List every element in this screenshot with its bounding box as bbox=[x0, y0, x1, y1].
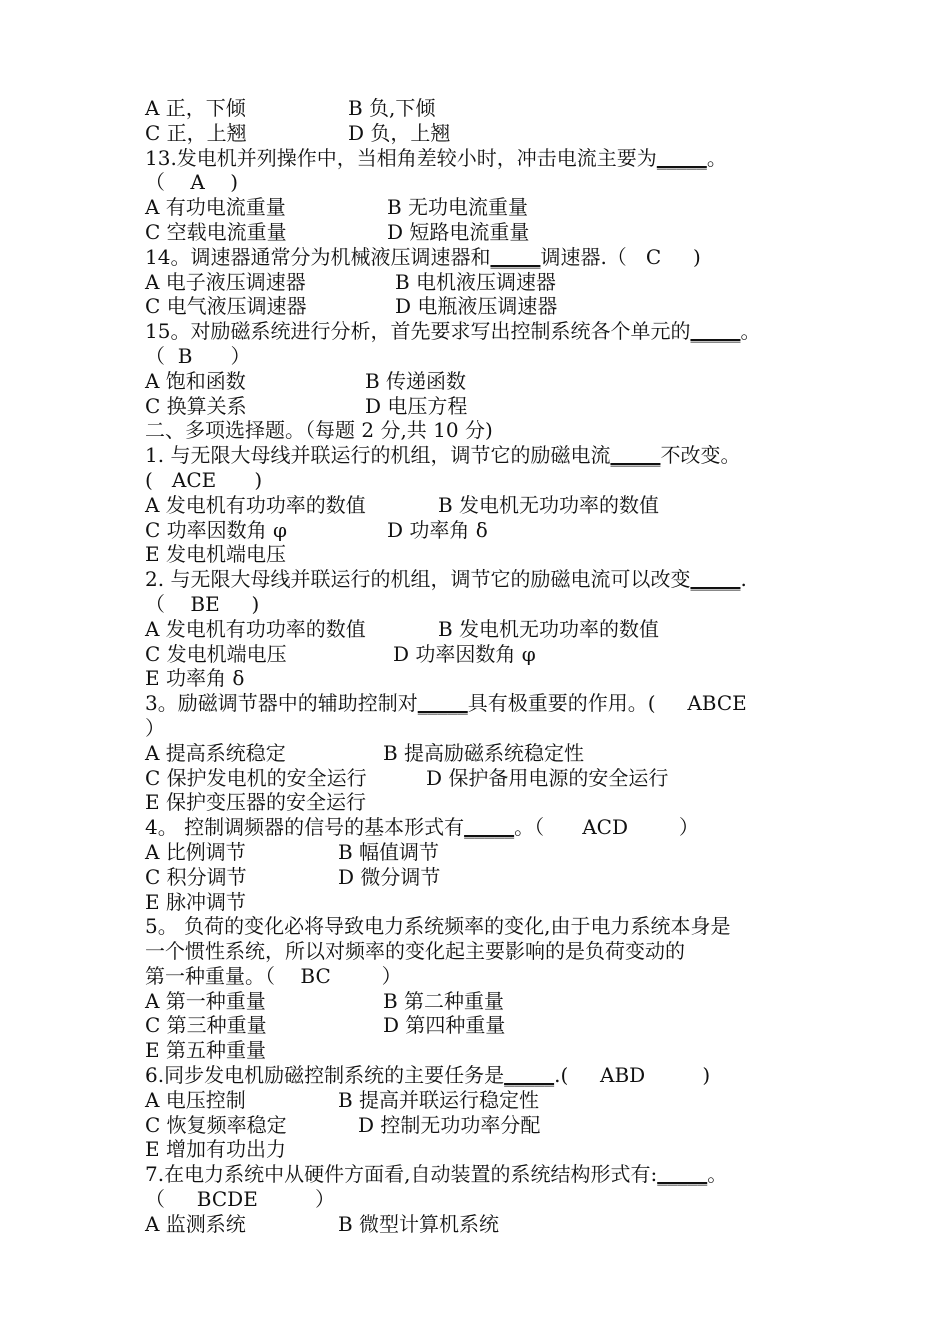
text-line bbox=[145, 394, 825, 419]
text-line bbox=[145, 493, 825, 518]
answer-option: D 功率角 δ bbox=[387, 517, 488, 542]
text-line: ( ACE ) bbox=[145, 467, 263, 492]
answer-blank: _____ bbox=[656, 145, 707, 170]
text-line bbox=[145, 146, 825, 171]
question-text: 13.发电机并列操作中，当相角差较小时，冲击电流主要为 bbox=[145, 145, 657, 170]
answer-option: C 保护发电机的安全运行 bbox=[145, 765, 367, 790]
text-line bbox=[145, 518, 825, 543]
text-line bbox=[145, 1038, 825, 1063]
answer-blank: _____ bbox=[657, 1162, 708, 1187]
question-text-end: 具有极重要的作用。( ABCE bbox=[467, 691, 747, 716]
question-text-end: 。 bbox=[706, 145, 727, 170]
answer-option: A 监测系统 bbox=[145, 1211, 246, 1236]
text-line bbox=[145, 642, 825, 667]
text-line bbox=[145, 790, 825, 815]
answer-blank: _____ bbox=[464, 815, 515, 840]
text-line bbox=[145, 542, 825, 567]
text-line bbox=[145, 691, 825, 716]
question-text: 15。对励磁系统进行分析，首先要求写出控制系统各个单元的 bbox=[145, 319, 691, 344]
answer-option: E 第五种重量 bbox=[145, 1038, 266, 1063]
question-text: 7.在电力系统中从硬件方面看,自动装置的系统结构形式有: bbox=[145, 1162, 658, 1187]
text-line bbox=[145, 865, 825, 890]
answer-option: D 第四种重量 bbox=[383, 1013, 506, 1038]
text-line bbox=[145, 1113, 825, 1138]
question-text: 4。 控制调频器的信号的基本形式有 bbox=[145, 815, 465, 840]
answer-option: D 微分调节 bbox=[338, 864, 441, 889]
answer-option: D 控制无功功率分配 bbox=[358, 1112, 541, 1137]
document-page bbox=[145, 96, 825, 1237]
text-line: （ B ） bbox=[145, 343, 251, 368]
text-line bbox=[145, 319, 825, 344]
answer-option: C 功率因数角 φ bbox=[145, 517, 288, 542]
answer-option: E 保护变压器的安全运行 bbox=[145, 790, 366, 815]
answer-option: C 电气液压调速器 bbox=[145, 294, 307, 319]
answer-option: E 发电机端电压 bbox=[145, 542, 286, 567]
answer-option: D 电瓶液压调速器 bbox=[395, 294, 558, 319]
question-text-end: 调速器.（ C ) bbox=[540, 244, 701, 269]
answer-option: A 电压控制 bbox=[145, 1087, 246, 1112]
text-line bbox=[145, 270, 825, 295]
answer-option: B 传递函数 bbox=[365, 368, 467, 393]
answer-option: E 增加有功出力 bbox=[145, 1137, 286, 1162]
answer-option: A 发电机有功功率的数值 bbox=[145, 492, 366, 517]
answer-option: C 换算关系 bbox=[145, 393, 247, 418]
text-line: （ BE ) bbox=[145, 591, 260, 616]
text-line: （ BCDE ） bbox=[145, 1187, 336, 1212]
text-line bbox=[145, 369, 825, 394]
answer-option: C 空载电流重量 bbox=[145, 219, 287, 244]
text-line bbox=[145, 617, 825, 642]
answer-blank: _____ bbox=[504, 1063, 555, 1088]
text-line bbox=[145, 195, 825, 220]
answer-option: E 功率角 δ bbox=[145, 666, 245, 691]
answer-option: A 第一种重量 bbox=[145, 988, 266, 1013]
answer-option: D 保护备用电源的安全运行 bbox=[426, 765, 669, 790]
text-line: ） bbox=[145, 715, 165, 740]
answer-blank: _____ bbox=[690, 319, 741, 344]
answer-blank: _____ bbox=[490, 244, 541, 269]
text-line bbox=[145, 989, 825, 1014]
question-text: 6.同步发电机励磁控制系统的主要任务是 bbox=[145, 1063, 505, 1088]
question-text: 14。调速器通常分为机械液压调速器和 bbox=[145, 244, 491, 269]
answer-option: A 比例调节 bbox=[145, 839, 246, 864]
answer-option: B 第二种重量 bbox=[383, 988, 505, 1013]
text-line bbox=[145, 1162, 825, 1187]
answer-option: A 有功电流重量 bbox=[145, 195, 286, 220]
answer-option: C 恢复频率稳定 bbox=[145, 1112, 287, 1137]
text-line bbox=[145, 1137, 825, 1162]
answer-option: A 发电机有功功率的数值 bbox=[145, 616, 366, 641]
text-line bbox=[145, 245, 825, 270]
question-text-end: . bbox=[740, 567, 747, 592]
answer-option: B 负,下倾 bbox=[348, 96, 436, 120]
question-text-end: .( ABD ) bbox=[554, 1063, 711, 1088]
answer-option: A 提高系统稳定 bbox=[145, 740, 286, 765]
text-line bbox=[145, 840, 825, 865]
answer-option: E 脉冲调节 bbox=[145, 889, 246, 914]
text-line bbox=[145, 96, 825, 121]
question-text-end: 。（ ACD ） bbox=[514, 815, 699, 840]
text-line: 一个惯性系统，所以对频率的变化起主要影响的是负荷变动的 bbox=[145, 939, 685, 964]
answer-option: B 微型计算机系统 bbox=[338, 1211, 500, 1236]
text-line bbox=[145, 741, 825, 766]
answer-option: B 无功电流重量 bbox=[387, 195, 529, 220]
answer-option: C 积分调节 bbox=[145, 864, 247, 889]
question-text-end: 不改变。 bbox=[660, 443, 741, 468]
text-line bbox=[145, 220, 825, 245]
text-line bbox=[145, 1013, 825, 1038]
text-line bbox=[145, 666, 825, 691]
question-text-end: 。 bbox=[740, 319, 761, 344]
answer-option: B 提高并联运行稳定性 bbox=[338, 1087, 540, 1112]
text-line bbox=[145, 815, 825, 840]
text-line bbox=[145, 1063, 825, 1088]
answer-option: B 发电机无功功率的数值 bbox=[438, 492, 660, 517]
answer-option: B 电机液压调速器 bbox=[395, 269, 557, 294]
text-line bbox=[145, 766, 825, 791]
answer-blank: _____ bbox=[610, 443, 661, 468]
question-text: 1. 与无限大母线并联运行的机组，调节它的励磁电流 bbox=[145, 443, 611, 468]
answer-option: C 发电机端电压 bbox=[145, 641, 287, 666]
text-line bbox=[145, 121, 825, 146]
answer-option: D 电压方程 bbox=[365, 393, 468, 418]
answer-option: A 饱和函数 bbox=[145, 368, 246, 393]
question-text: 2. 与无限大母线并联运行的机组，调节它的励磁电流可以改变 bbox=[145, 567, 691, 592]
answer-option: A 电子液压调速器 bbox=[145, 269, 306, 294]
answer-option: B 发电机无功功率的数值 bbox=[438, 616, 660, 641]
question-text: 3。励磁调节器中的辅助控制对 bbox=[145, 691, 418, 716]
answer-option: C 第三种重量 bbox=[145, 1013, 267, 1038]
answer-option: A 正，下倾 bbox=[145, 96, 246, 120]
text-line bbox=[145, 567, 825, 592]
answer-option: D 功率因数角 φ bbox=[393, 641, 536, 666]
text-line: 第一种重量。（ BC ） bbox=[145, 963, 402, 988]
answer-blank: _____ bbox=[417, 691, 468, 716]
text-line: （ A ) bbox=[145, 170, 239, 195]
answer-option: D 负，上翘 bbox=[348, 120, 451, 145]
answer-option: B 提高励磁系统稳定性 bbox=[383, 740, 585, 765]
answer-option: D 短路电流重量 bbox=[387, 219, 530, 244]
text-line bbox=[145, 1212, 825, 1237]
text-line bbox=[145, 890, 825, 915]
text-line bbox=[145, 294, 825, 319]
answer-option: B 幅值调节 bbox=[338, 839, 440, 864]
answer-option: C 正，上翘 bbox=[145, 120, 247, 145]
text-line: 二、多项选择题。（每题 2 分,共 10 分) bbox=[145, 418, 493, 443]
text-line bbox=[145, 443, 825, 468]
text-line: 5。 负荷的变化必将导致电力系统频率的变化,由于电力系统本身是 bbox=[145, 914, 731, 939]
text-line bbox=[145, 1088, 825, 1113]
question-text-end: 。 bbox=[707, 1162, 728, 1187]
answer-blank: _____ bbox=[690, 567, 741, 592]
